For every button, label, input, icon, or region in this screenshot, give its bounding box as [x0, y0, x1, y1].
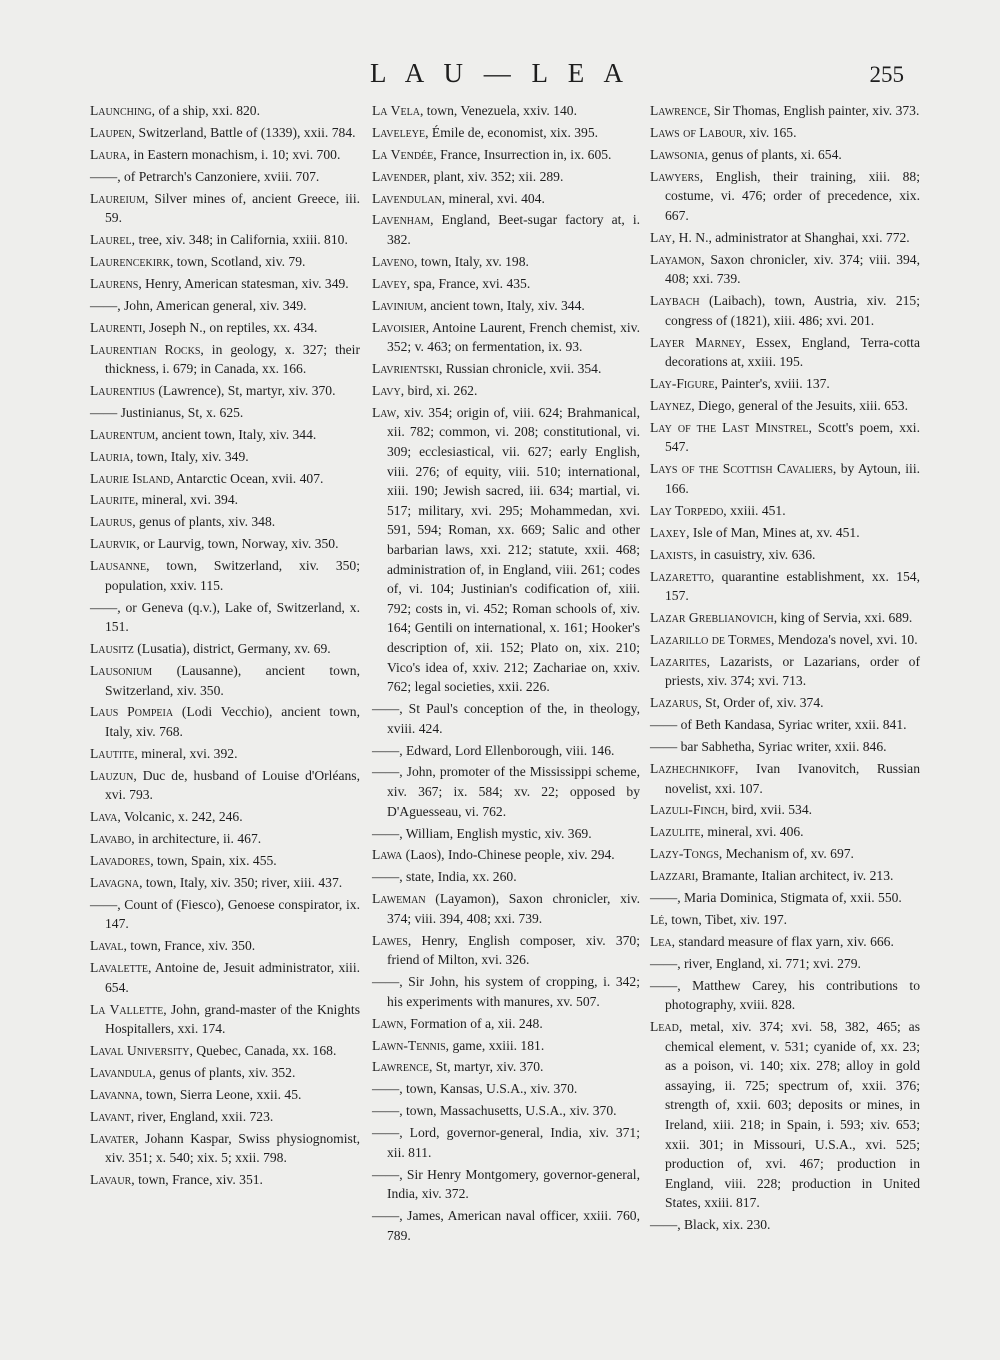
index-entry — [650, 101, 920, 121]
entry-text: , England, Beet-sugar factory at, i. 382. — [387, 212, 640, 248]
index-entry — [650, 523, 920, 543]
entry-headword: Lavanna — [90, 1087, 140, 1102]
index-entry — [650, 418, 920, 457]
index-entry — [372, 699, 640, 738]
entry-headword: Lazaretto — [650, 568, 711, 584]
entry-headword: Laweman — [372, 891, 426, 907]
entry-headword: Lawa — [372, 847, 403, 863]
entry-headword: Lazulite — [650, 824, 701, 840]
entry-headword: Layer Marney — [650, 334, 742, 350]
entry-headword: Lawyers — [650, 168, 700, 184]
entry-text: , in casuistry, xiv. 636. — [693, 546, 816, 562]
entry-text: , Henry, English composer, xiv. 370; friend of Milton, xvi. 326. — [387, 932, 640, 968]
index-entry — [650, 932, 920, 952]
entry-text: , Isle of Man, Mines at, xv. 451. — [686, 524, 860, 540]
index-entry — [650, 888, 920, 908]
index-entry — [650, 910, 920, 930]
entry-text: (Laibach), town, Austria, xiv. 215; congress of (1821), xiii. 486; xvi. 201. — [665, 293, 920, 328]
index-entry — [372, 741, 640, 761]
index-entry — [90, 123, 360, 143]
entry-text: , Painter's, xviii. 137. — [714, 376, 830, 392]
entry-text: , Switzerland, Battle of (1339), xxii. 784. — [131, 124, 356, 140]
index-entry — [90, 189, 360, 228]
entry-text: , town, Switzerland, xiv. 350; population, xxiv. 115. — [105, 558, 360, 593]
entry-text: , or Laurvig, town, Norway, xiv. 350. — [136, 536, 339, 552]
entry-headword: Lauzun — [90, 767, 134, 783]
entry-text: ——, river, England, xi. 771; xvi. 279. — [650, 955, 861, 971]
entry-text: , tree, xiv. 348; in California, xxiii. 810. — [131, 232, 348, 248]
entry-text: , H. N., administrator at Shanghai, xxi. 772. — [671, 229, 910, 245]
entry-headword: Laval — [90, 938, 124, 954]
index-entry — [90, 958, 360, 997]
index-column-1 — [90, 101, 360, 1192]
entry-text: ——, Matthew Carey, his contributions to photography, xviii. 828. — [650, 977, 920, 1013]
entry-text: , Johann Kaspar, Swiss physiognomist, xiv. 351; x. 540; xix. 5; xxii. 798. — [105, 1130, 360, 1166]
entry-text: , Saxon chronicler, xiv. 374; viii. 394, 408; xxi. 739. — [665, 251, 920, 287]
entry-headword: Lavadores — [90, 853, 151, 869]
entry-headword: Lawn-Tennis — [372, 1037, 446, 1053]
index-entry — [90, 1000, 360, 1039]
entry-headword: La Vendée — [372, 146, 434, 162]
index-entry — [90, 230, 360, 250]
index-entry — [650, 608, 920, 628]
index-entry — [372, 123, 640, 143]
running-head-title: L A U — L E A — [369, 58, 630, 88]
index-entry — [90, 744, 360, 764]
index-entry — [650, 822, 920, 842]
entry-headword: Laurus — [90, 514, 133, 530]
index-entry — [650, 459, 920, 498]
entry-text: , metal, xiv. 374; xvi. 58, 382, 465; as chemical element, v. 531; cyanide of, xx. 23; as a poison, vi. 140; xix. 278; alloy in gold assaying, ii. 725; spectrum of, xxii. 376; strength of, xxii. 603; deposits or mines, in Ireland, xiii. 218; in Spain, i. 593; xiv. 653; xxii. 301; in Missouri, U.S.A., xvi. 525; production of, xvi. 467; production in England, viii. 228; production in United States, xxiii. 817. — [665, 1019, 920, 1211]
entry-headword: Laureium — [90, 190, 145, 206]
index-entry — [372, 972, 640, 1011]
index-entry — [650, 123, 920, 143]
entry-text: , town, France, xiv. 350. — [123, 938, 256, 954]
entry-headword: Laupen — [90, 124, 132, 140]
entry-text: , Sir Thomas, English painter, xiv. 373. — [706, 103, 920, 118]
entry-headword: Lazarites — [650, 653, 707, 669]
index-entry — [372, 274, 640, 294]
index-entry — [650, 800, 920, 820]
entry-text: —— Justinianus, St, x. 625. — [90, 404, 244, 420]
index-entry — [90, 936, 360, 956]
index-entry — [90, 469, 360, 489]
entry-headword: Lavagna — [90, 874, 140, 890]
entry-text: ——, John, promoter of the Mississippi scheme, xiv. 367; ix. 584; xv. 22; opposed by D'Aguesseau, vi. 762. — [372, 764, 640, 819]
entry-text: , of a ship, xxi. 820. — [151, 103, 261, 118]
index-entry — [90, 340, 360, 379]
index-entry — [90, 766, 360, 805]
entry-headword: Law — [372, 404, 397, 420]
entry-headword: Lazarillo de Tormes — [650, 631, 771, 647]
entry-headword: Lavandula — [90, 1065, 153, 1081]
entry-text: , town, Italy, xiv. 349. — [129, 448, 249, 464]
index-entry — [372, 824, 640, 844]
entry-text: , town, Italy, xv. 198. — [414, 253, 529, 269]
entry-text: ——, Edward, Lord Ellenborough, viii. 146. — [372, 742, 615, 758]
entry-headword: Lazzari — [650, 868, 695, 884]
entry-headword: Lausanne — [90, 558, 147, 574]
entry-text: , standard measure of flax yarn, xiv. 666. — [671, 933, 894, 949]
index-entry — [372, 1165, 640, 1204]
index-entry — [372, 1057, 640, 1077]
entry-text: , quarantine establishment, xx. 154, 157. — [665, 568, 920, 604]
entry-text: , Bramante, Italian architect, iv. 213. — [694, 868, 894, 884]
index-entry — [372, 101, 640, 121]
entry-text: , Émile de, economist, xix. 395. — [425, 124, 599, 140]
entry-text: , town, Tibet, xiv. 197. — [664, 911, 788, 927]
entry-text: , genus of plants, xiv. 352. — [152, 1065, 296, 1081]
index-entry — [90, 1063, 360, 1083]
index-entry — [90, 534, 360, 554]
entry-headword: Lausitz — [90, 641, 134, 657]
entry-text: , ancient town, Italy, xiv. 344. — [423, 297, 585, 313]
index-entry — [650, 228, 920, 248]
index-entry — [90, 598, 360, 637]
entry-headword: Lazhechnikoff — [650, 760, 735, 776]
entry-headword: Laybach — [650, 293, 700, 309]
entry-headword: Lavinium — [372, 297, 424, 313]
index-entry — [90, 807, 360, 827]
entry-headword: Lead — [650, 1019, 679, 1035]
entry-text: , plant, xiv. 352; xii. 289. — [426, 168, 564, 184]
entry-headword: Laus Pompeia — [90, 704, 174, 720]
index-entry — [90, 447, 360, 467]
index-entry — [650, 333, 920, 372]
entry-text: (Lausanne), ancient town, Switzerland, xiv. 350. — [105, 662, 360, 698]
entry-headword: Laynez — [650, 397, 692, 413]
entry-headword: Lays of the Scottish Cavaliers — [650, 461, 833, 477]
index-columns — [90, 101, 920, 1331]
index-entry — [90, 1107, 360, 1127]
entry-headword: Lavender — [372, 168, 427, 184]
entry-text: ——, Maria Dominica, Stigmata of, xxii. 550. — [650, 889, 902, 905]
entry-text: , town, Sierra Leone, xxii. 45. — [139, 1087, 302, 1102]
index-entry — [650, 545, 920, 565]
index-entry — [372, 359, 640, 379]
index-entry — [650, 630, 920, 650]
entry-headword: Lazuli-Finch — [650, 802, 725, 818]
index-entry — [372, 845, 640, 865]
index-entry — [650, 250, 920, 289]
index-entry — [90, 145, 360, 165]
index-entry — [650, 167, 920, 226]
index-entry — [90, 490, 360, 510]
index-entry — [372, 762, 640, 821]
entry-text: , game, xxiii. 181. — [445, 1037, 545, 1053]
entry-text: ——, Count of (Fiesco), Genoese conspirator, ix. 147. — [90, 896, 360, 932]
entry-text: —— of Beth Kandasa, Syriac writer, xxii. 841. — [650, 717, 907, 733]
index-entry — [90, 512, 360, 532]
index-entry — [372, 167, 640, 187]
index-entry — [372, 318, 640, 357]
entry-headword: Laurel — [90, 232, 132, 248]
entry-text: , in Eastern monachism, i. 10; xvi. 700. — [126, 146, 341, 162]
index-column-3 — [650, 101, 920, 1237]
entry-headword: Lé — [650, 911, 665, 927]
entry-headword: Laurvik — [90, 536, 137, 552]
index-entry — [90, 167, 360, 187]
entry-headword: Laurentum — [90, 426, 155, 442]
entry-text: , St, Order of, xiv. 374. — [698, 695, 824, 711]
entry-headword: Lausonium — [90, 662, 153, 678]
index-entry — [90, 1085, 360, 1105]
entry-headword: Laurens — [90, 275, 139, 291]
entry-text: , Ivan Ivanovitch, Russian novelist, xxi. 107. — [665, 760, 920, 796]
entry-headword: Lavey — [372, 275, 407, 291]
entry-text: , mineral, xvi. 394. — [134, 492, 239, 508]
entry-text: , Mendoza's novel, xvi. 10. — [770, 631, 918, 647]
entry-headword: Lavant — [90, 1108, 131, 1124]
entry-text: , xiv. 354; origin of, viii. 624; Brahmanical, xii. 782; common, vi. 208; constitutional, vi. 309; ecclesiastical, vii. 627; early English, viii. 276; of equity, viii. 510; international, xiii. 190; Jewish sacred, iii. 634; martial, vi. 517; military, xvi. 295; Mohammedan, xvi. 591, 594; Roman, xx. 669; Salic and other barbarian laws, xxi. 212; statute, xxii. 468; administration of, in England, viii. 261; codes of, vi. 104; Justinian's codification of, xiii. 792; costs in, vi. 452; Roman schools of, xiv. 164; Gentili on international, x. 161; Hooker's description of, xii. 152; Plato on, xix. 210; Vico's idea of, xxiv. 212; Zachariae on, xxiv. 762; legal societies, xxii. 226. — [387, 404, 640, 695]
entry-text: , Joseph N., on reptiles, xx. 434. — [142, 319, 318, 335]
entry-headword: Lay of the Last Minstrel — [650, 419, 809, 435]
entry-headword: Lavendulan — [372, 190, 442, 206]
index-entry — [372, 403, 640, 697]
entry-headword: Laurencekirk — [90, 253, 170, 269]
entry-text: , St, martyr, xiv. 370. — [428, 1059, 544, 1075]
entry-headword: Launching — [90, 103, 152, 118]
entry-headword: Lay-Figure — [650, 376, 715, 392]
index-entry — [372, 1123, 640, 1162]
entry-text: ——, St Paul's conception of the, in theology, xviii. 424. — [372, 701, 640, 736]
index-entry — [650, 567, 920, 606]
index-entry — [372, 1079, 640, 1099]
running-header — [0, 58, 1000, 98]
entry-text: , Russian chronicle, xvii. 354. — [439, 361, 602, 377]
entry-headword: La Vallette — [90, 1001, 164, 1017]
page-number: 255 — [869, 62, 904, 87]
index-entry — [90, 296, 360, 316]
entry-text: ——, Lord, governor-general, India, xiv. 371; xii. 811. — [372, 1125, 640, 1160]
entry-text: , Scott's poem, xxi. 547. — [665, 419, 920, 455]
entry-headword: Lava — [90, 809, 118, 825]
index-entry — [90, 895, 360, 934]
entry-text: ——, Sir John, his system of cropping, i. 342; his experiments with manures, xv. 507. — [372, 974, 640, 1009]
entry-text: , ancient town, Italy, xiv. 344. — [154, 426, 317, 442]
entry-text: , in geology, x. 327; their thickness, i. 679; in Canada, xx. 166. — [105, 341, 360, 377]
entry-headword: Laurentius — [90, 382, 155, 398]
index-entry — [90, 318, 360, 338]
entry-text: —— bar Sabhetha, Syriac writer, xxii. 846. — [650, 739, 887, 755]
entry-headword: Layamon — [650, 251, 702, 267]
index-entry — [90, 381, 360, 401]
entry-text: , John, grand-master of the Knights Hospitallers, xxi. 174. — [105, 1001, 360, 1037]
index-entry — [650, 501, 920, 521]
index-entry — [372, 1014, 640, 1034]
entry-headword: Lazy-Tongs — [650, 846, 719, 862]
index-entry — [90, 101, 360, 121]
entry-headword: Laurite — [90, 492, 135, 508]
index-entry — [90, 639, 360, 659]
entry-headword: Laveleye — [372, 124, 426, 140]
entry-text: (Lawrence), St, martyr, xiv. 370. — [154, 382, 336, 398]
index-entry — [650, 954, 920, 974]
entry-text: , town, Scotland, xiv. 79. — [169, 253, 306, 269]
entry-text: (Lodi Vecchio), ancient town, Italy, xiv. 768. — [105, 704, 360, 740]
index-entry — [372, 1101, 640, 1121]
index-entry — [372, 1036, 640, 1056]
entry-text: , genus of plants, xiv. 348. — [132, 514, 276, 530]
index-entry — [90, 1170, 360, 1190]
entry-text: ——, town, Massachusetts, U.S.A., xiv. 370. — [372, 1103, 617, 1119]
entry-text: ——, town, Kansas, U.S.A., xiv. 370. — [372, 1081, 578, 1097]
entry-headword: Lea — [650, 933, 672, 949]
entry-text: , genus of plants, xi. 654. — [704, 146, 842, 162]
entry-headword: Lawn — [372, 1015, 404, 1031]
entry-text: , English, their training, xiii. 88; costume, vi. 476; order of precedence, xix. 667. — [665, 168, 920, 223]
entry-text: (Layamon), Saxon chronicler, xiv. 374; viii. 394, 408; xxi. 739. — [387, 891, 640, 926]
entry-headword: Laval University — [90, 1043, 190, 1059]
entry-text: , mineral, xvi. 406. — [700, 824, 804, 840]
entry-headword: Laura — [90, 146, 127, 162]
entry-headword: Lautite — [90, 745, 135, 761]
entry-text: ——, Black, xix. 230. — [650, 1217, 771, 1233]
index-entry — [90, 851, 360, 871]
entry-text: ——, John, American general, xiv. 349. — [90, 297, 307, 313]
entry-text: , bird, xi. 262. — [400, 382, 478, 398]
entry-headword: Lavrientski — [372, 361, 440, 377]
entry-headword: Lay — [650, 229, 672, 245]
index-entry — [650, 715, 920, 735]
entry-text: , Antoine de, Jesuit administrator, xiii. 654. — [105, 960, 360, 995]
index-entry — [90, 1129, 360, 1168]
entry-headword: Laws of Labour — [650, 124, 743, 140]
index-entry — [650, 737, 920, 757]
entry-headword: Lavater — [90, 1130, 136, 1146]
entry-headword: Lay Torpedo — [650, 502, 724, 518]
index-entry — [372, 296, 640, 316]
entry-text: , river, England, xxii. 723. — [130, 1108, 274, 1124]
index-entry — [650, 291, 920, 330]
entry-headword: Laxey — [650, 524, 687, 540]
entry-text: , king of Servia, xxi. 689. — [773, 610, 913, 625]
entry-text: , town, Venezuela, xxiv. 140. — [419, 103, 577, 118]
entry-text: ——, William, English mystic, xiv. 369. — [372, 825, 592, 841]
entry-text: (Laos), Indo-Chinese people, xiv. 294. — [402, 847, 615, 863]
index-entry — [372, 189, 640, 209]
entry-headword: Lavoisier — [372, 319, 426, 335]
index-entry — [90, 702, 360, 741]
entry-text: , town, France, xiv. 351. — [131, 1172, 263, 1188]
entry-headword: Lawrence — [372, 1059, 429, 1075]
index-entry — [372, 210, 640, 249]
entry-text: ——, state, India, xx. 260. — [372, 869, 517, 885]
entry-headword: Lavaur — [90, 1172, 132, 1188]
index-entry — [650, 1017, 920, 1213]
index-entry — [372, 1206, 640, 1245]
index-entry — [650, 396, 920, 416]
entry-text: , xiv. 165. — [742, 124, 797, 140]
entry-text: , Diego, general of the Jesuits, xiii. 653. — [691, 397, 908, 413]
entry-text: , in architecture, ii. 467. — [131, 831, 262, 847]
index-entry — [90, 252, 360, 272]
index-entry — [650, 145, 920, 165]
entry-headword: Lavabo — [90, 831, 132, 847]
index-entry — [90, 425, 360, 445]
entry-text: ——, Sir Henry Montgomery, governor-general, India, xiv. 372. — [372, 1166, 640, 1202]
entry-headword: Laurenti — [90, 319, 143, 335]
entry-headword: La Vela — [372, 103, 420, 118]
index-entry — [372, 252, 640, 272]
index-entry — [372, 889, 640, 928]
entry-headword: Lawsonia — [650, 146, 705, 162]
index-entry — [90, 1041, 360, 1061]
entry-text: , Lazarists, or Lazarians, order of priests, xiv. 374; xvi. 713. — [665, 653, 920, 689]
index-column-2 — [372, 101, 640, 1248]
entry-text: , town, Italy, xiv. 350; river, xiii. 437. — [139, 874, 343, 890]
index-entry — [90, 829, 360, 849]
entry-text: , Essex, England, Terra-cotta decorations at, xxiii. 195. — [665, 334, 920, 370]
entry-headword: Laurentian Rocks — [90, 341, 201, 357]
index-entry — [650, 374, 920, 394]
index-entry — [650, 759, 920, 798]
index-entry — [650, 844, 920, 864]
index-entry — [90, 274, 360, 294]
index-entry — [650, 1215, 920, 1235]
entry-text: , Volcanic, x. 242, 246. — [117, 809, 243, 825]
entry-headword: Lavalette — [90, 960, 148, 976]
entry-text: , Henry, American statesman, xiv. 349. — [138, 275, 349, 291]
index-entry — [650, 976, 920, 1015]
index-entry — [372, 931, 640, 970]
entry-text: , spa, France, xvi. 435. — [406, 275, 531, 291]
entry-headword: Laxists — [650, 546, 694, 562]
index-entry — [372, 381, 640, 401]
entry-text: ——, of Petrarch's Canzoniere, xviii. 707. — [90, 168, 320, 184]
entry-text: , Antoine Laurent, French chemist, xiv. 352; v. 463; on fermentation, ix. 93. — [387, 319, 640, 355]
entry-text: ——, James, American naval officer, xxiii. 760, 789. — [372, 1208, 640, 1243]
entry-text: , Mechanism of, xv. 697. — [718, 846, 854, 862]
entry-text: , Quebec, Canada, xx. 168. — [189, 1043, 337, 1059]
entry-headword: Laveno — [372, 253, 415, 269]
entry-text: , Formation of a, xii. 248. — [403, 1015, 543, 1031]
entry-headword: Lavenham — [372, 212, 431, 228]
entry-headword: Lavy — [372, 382, 401, 398]
index-entry — [90, 661, 360, 700]
index-entry — [372, 145, 640, 165]
entry-text: , Silver mines of, ancient Greece, iii. 59. — [105, 190, 360, 226]
entry-text: , France, Insurrection in, ix. 605. — [433, 146, 612, 162]
entry-text: , xxiii. 451. — [723, 502, 786, 518]
entry-text: , mineral, xvi. 392. — [134, 745, 238, 761]
entry-headword: Lawes — [372, 932, 408, 948]
entry-headword: Lauria — [90, 448, 130, 464]
index-entry — [650, 652, 920, 691]
entry-headword: Laurie Island — [90, 470, 171, 486]
entry-text: , town, Spain, xix. 455. — [150, 853, 277, 869]
entry-text: , mineral, xvi. 404. — [441, 190, 545, 206]
entry-text: , by Aytoun, iii. 166. — [665, 461, 920, 496]
entry-text: , Antarctic Ocean, xvii. 407. — [170, 470, 324, 486]
index-entry — [650, 866, 920, 886]
index-entry — [90, 873, 360, 893]
entry-headword: Lawrence — [650, 103, 707, 118]
entry-text: ——, or Geneva (q.v.), Lake of, Switzerland, x. 151. — [90, 599, 360, 635]
index-entry — [650, 693, 920, 713]
entry-headword: Lazar Greblianovich — [650, 610, 774, 625]
entry-text: (Lusatia), district, Germany, xv. 69. — [133, 641, 331, 657]
index-entry — [90, 556, 360, 595]
index-entry — [90, 403, 360, 423]
index-entry — [372, 867, 640, 887]
entry-text: , Duc de, husband of Louise d'Orléans, xvi. 793. — [105, 767, 360, 803]
entry-headword: Lazarus — [650, 695, 699, 711]
entry-text: , bird, xvii. 534. — [724, 802, 813, 818]
